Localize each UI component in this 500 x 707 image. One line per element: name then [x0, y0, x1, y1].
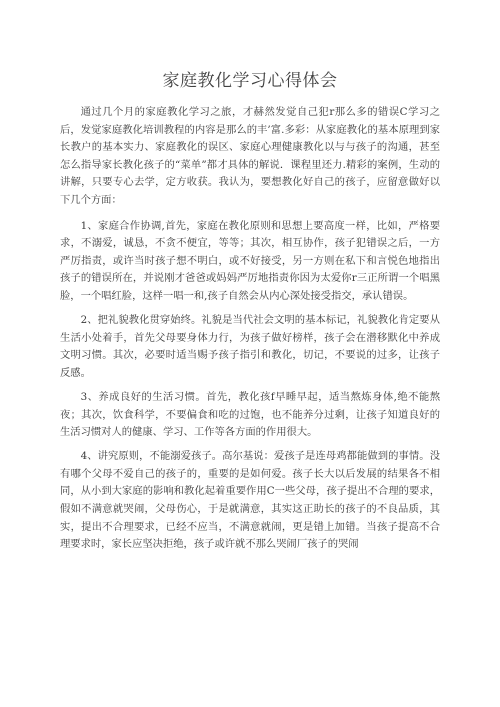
paragraph-1-family-cooperation: 1、家庭合作协调,首先，家庭在教化原则和思想上要高度一样，比如，严格要求，不溺爱，诚恳，不贪不便宜，等等；其次，相互协作，孩子犯错误之后，一方严厉指责，或许当时孩子想不明白，或不好接受，另一方则在私下和言悦色地指出孩子的错误所在，并说刚才爸爸或妈妈严厉地指责你因为太爱你r三正所谓一个唱黑脸，一个唱红脸，这样一唱一和,孩子自然会从内心深处接受指交，承认错误。	[60, 219, 440, 302]
paragraph-4-principles: 4、讲究原则，不能溺爱孩子。高尔基说：爱孩子是连母鸡都能做到的事情。没有哪个父母不爱自己的孩子的，重要的是如何爱。孩子长大以后发展的结果各不相同，从小到大家庭的影响和教化起着重要作用C一些父母，孩子提出不合理的要求，假如不满意就哭闹，父母伤心，于是就满意，其实这正助长的孩子的不良品质，其实，提出不合理要求，已经不应当，不满意就闹，更是错上加错。当孩子提高不合理要求时，家长应坚决拒绝，孩子或许就不那么哭闹厂孩子的哭闹	[60, 450, 440, 551]
paragraph-3-living-habits: 3、养成良好的生活习惯。首先，教化孩f早睡早起，适当熬炼身体,绝不能熬夜；其次，饮食科学，不要偏食和吃的过饱，也不能养分过剩，让孩子知道良好的生活习惯对人的健康、学习、工作等各方面的作用很大。	[60, 390, 440, 439]
document-title: 家庭教化学习心得体会	[162, 71, 338, 91]
paragraph-2-etiquette: 2、把礼貌教化贯穿始终。礼貌是当代社会文明的基本标记，礼貌教化肯定要从生活小处着手，首先父母要身体力行，为孩子做好榜样，孩子会在潜移默化中养成文明习惯。其次，必要时适当赐予孩子指引和教化，切记，不要说的过多，让孩子反感。	[60, 314, 440, 379]
paragraph-intro: 通过几个月的家庭教化学习之旅，才赫然发觉自己犯r那么多的错误C学习之后，发觉家庭教化培训教程的内容是那么的丰’富.多彩：从家庭教化的基本原理到家长教户的基本实力、家庭教化的误区、家庭心理健康教化以与与孩子的沟通，甚至怎么指导家长教化孩子的“菜单”都才具体的解说．课程里还力.精彩的案例，生动的讲解，只要专心去学，定方收获。我认为，要想教化好自己的孩子，应留意做好以下几个方面：	[60, 106, 440, 206]
document-body	[60, 104, 440, 560]
